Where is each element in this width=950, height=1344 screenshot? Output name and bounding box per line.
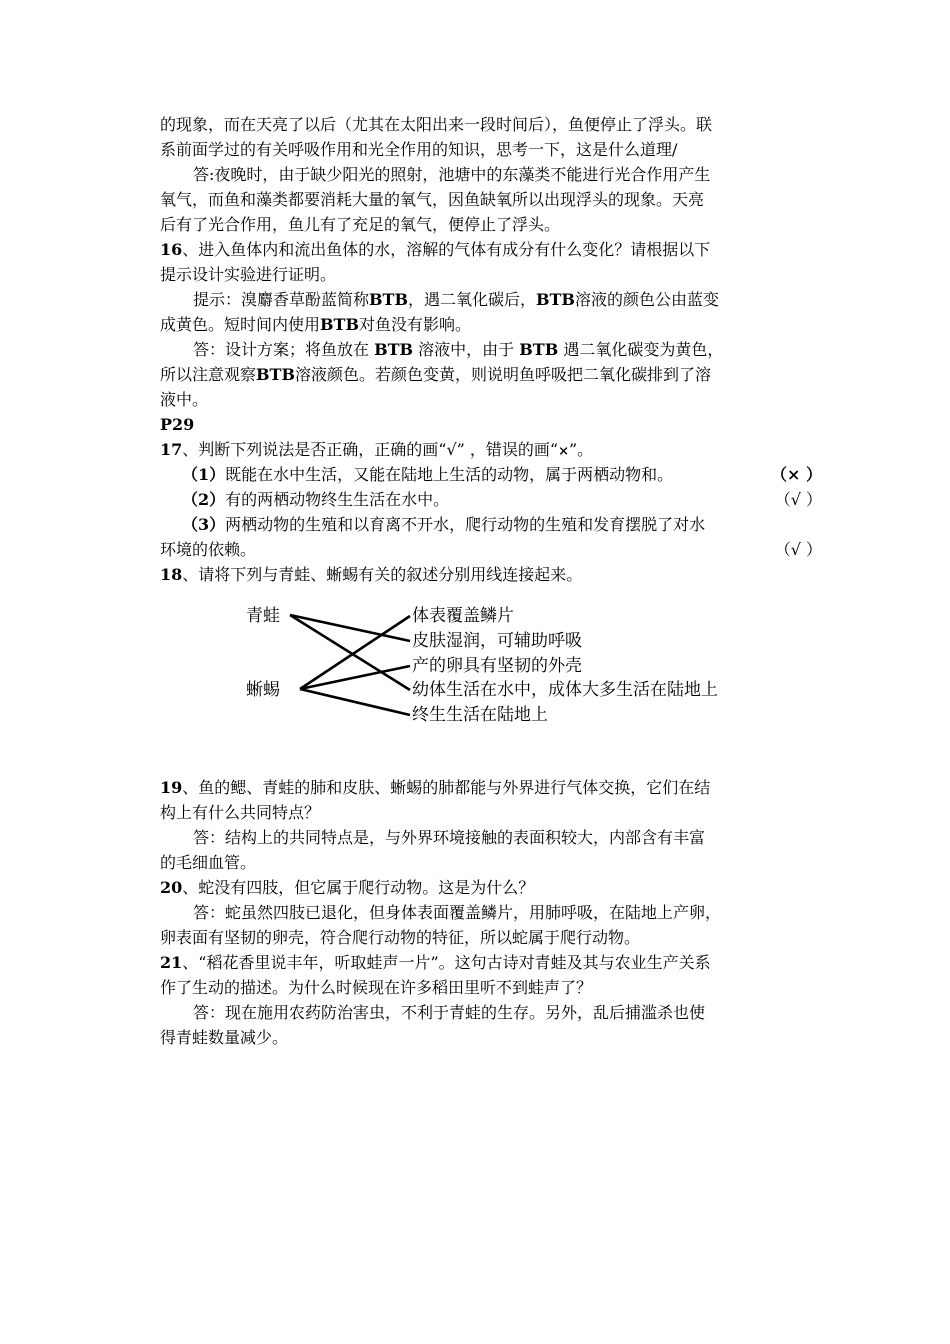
q21-line-1 (160, 950, 822, 975)
q16-hint-2b: 对鱼没有影响。 (358, 315, 471, 334)
q20-number: 20 (160, 878, 183, 897)
q16-hint-1b: ，遇二氧化碳后， (407, 290, 536, 309)
q17-item-3-mark: （√ ） (774, 540, 822, 559)
q16-btb-3: BTB (320, 315, 359, 334)
q17-item-3 (160, 512, 822, 537)
q16-question-line-2: 提示设计实验进行证明。 (160, 265, 337, 284)
q16-question-line-1 (160, 237, 822, 262)
q16-ans-1a: 答：设计方案；将鱼放在 (193, 340, 370, 359)
q16-answer-line-1 (160, 337, 822, 362)
q17-item-2 (160, 487, 822, 512)
q15-answer-line-2: 氧气，而鱼和藻类都要消耗大量的氧气，因鱼缺氧所以出现浮头的现象。天亮 (160, 190, 705, 209)
q17-item-3-num: （3） (182, 515, 226, 534)
q20-line-1 (160, 875, 822, 900)
q15-answer-line-3: 后有了光合作用，鱼儿有了充足的氧气，便停止了浮头。 (160, 215, 561, 234)
q20-text-1: 、蛇没有四肢，但它属于爬行动物。这是为什么？ (182, 878, 535, 897)
q19-answer-2: 的毛细血管。 (160, 853, 257, 872)
q19-number: 19 (160, 778, 183, 797)
q16-btb-4: BTB (374, 340, 414, 359)
q17-item-1-num: （1） (182, 465, 226, 484)
q17-item-1-text: 既能在水中生活，又能在陆地上生活的动物，属于两栖动物和。 (225, 465, 674, 484)
q17-item-2-text: 有的两栖动物终生生活在水中。 (225, 490, 450, 509)
right-label-4: 幼体生活在水中，成体大多生活在陆地上 (412, 680, 718, 700)
q21-text-1: 、“稻花香里说丰年，听取蛙声一片”。这句古诗对青蛙及其与农业生产关系 (182, 953, 711, 972)
right-label-3: 产的卵具有坚韧的外壳 (412, 656, 582, 676)
q15-answer-line-1: 答:夜晚时，由于缺少阳光的照射，池塘中的东藻类不能进行光合作用产生 (193, 165, 711, 184)
q16-hint-line-2 (160, 312, 822, 337)
q16-hint-2a: 成黄色。短时间内使用 (160, 315, 321, 334)
q17-title-text: 、判断下列说法是否正确，正确的画“√” ，错误的画“ (182, 440, 559, 459)
q16-answer-line-3: 液中。 (160, 390, 209, 409)
q16-text-1: 、进入鱼体内和流出鱼体的水，溶解的气体有成分有什么变化？请根据以下 (182, 240, 711, 259)
q17-item-1-mark: （× ） (771, 465, 822, 484)
left-label-lizard: 蜥蜴 (246, 680, 280, 700)
q21-answer-1: 答：现在施用农药防治害虫，不利于青蛙的生存。另外，乱后捕滥杀也使 (193, 1003, 706, 1022)
q17-title (160, 437, 822, 462)
q16-ans-2b: 溶液颜色。若颜色变黄，则说明鱼呼吸把二氧化碳排到了溶 (294, 365, 711, 384)
q15-text-line-2-body: 系前面学过的有关呼吸作用和光全作用的知识，思考一下，这是什么道理/ (160, 140, 678, 159)
q16-hint-1c: 溶液的颜色公由蓝变 (574, 290, 719, 309)
q16-ans-1b: 溶液中，由于 (418, 340, 515, 359)
q17-item-2-num: （2） (182, 490, 226, 509)
q19-line-1 (160, 775, 822, 800)
matching-diagram (160, 605, 822, 765)
q16-number: 16 (160, 240, 183, 259)
q15-text-line-2 (160, 137, 822, 162)
q19-answer-1: 答：结构上的共同特点是，与外界环境接触的表面积较大，内部含有丰富 (193, 828, 706, 847)
q18-title-text: 、请将下列与青蛙、蜥蜴有关的叙述分别用线连接起来。 (182, 565, 583, 584)
q17-title-tail: ”。 (569, 440, 594, 459)
q16-answer-line-2 (160, 362, 822, 387)
q16-hint-1a: 提示：溴麝香草酚蓝简称 (193, 290, 370, 309)
q16-hint-line-1 (160, 287, 822, 312)
q16-btb-6: BTB (256, 365, 295, 384)
right-label-5: 终生生活在陆地上 (412, 705, 548, 725)
q16-ans-1c: 遇二氧化碳变为黄色， (563, 340, 724, 359)
q18-number: 18 (160, 565, 183, 584)
q17-number: 17 (160, 440, 183, 459)
q17-item-3-text2: 环境的依赖。 (160, 540, 257, 559)
q19-text-1: 、鱼的鳃、青蛙的肺和皮肤、蜥蜴的肺都能与外界进行气体交换，它们在结 (182, 778, 711, 797)
left-label-frog: 青蛙 (246, 606, 280, 626)
q17-item-3-cont (160, 537, 822, 562)
q20-answer-2: 卵表面有坚韧的卵壳，符合爬行动物的特征，所以蛇属于爬行动物。 (160, 928, 641, 947)
document-page (160, 112, 822, 1050)
cross-mark-icon: × (558, 444, 569, 459)
q19-line-2: 构上有什么共同特点？ (160, 803, 321, 822)
page-marker: P29 (160, 415, 195, 434)
q15-text-line-1: 的现象，而在天亮了以后（尤其在太阳出来一段时间后），鱼便停止了浮头。联 (160, 115, 713, 134)
q16-ans-2a: 所以注意观察 (160, 365, 257, 384)
q21-line-2: 作了生动的描述。为什么时候现在许多稻田里听不到蛙声了？ (160, 978, 593, 997)
q16-btb-5: BTB (519, 340, 559, 359)
q17-item-3-text: 两栖动物的生殖和以育离不开水，爬行动物的生殖和发育摆脱了对水 (225, 515, 706, 534)
q20-answer-1: 答：蛇虽然四肢已退化，但身体表面覆盖鳞片，用肺呼吸，在陆地上产卵， (193, 903, 722, 922)
q21-answer-2: 得青蛙数量减少。 (160, 1028, 289, 1047)
q17-item-2-mark: （√ ） (774, 490, 822, 509)
q17-item-1 (160, 462, 822, 487)
right-label-2: 皮肤湿润，可辅助呼吸 (412, 631, 582, 651)
connector-line-5 (300, 689, 410, 715)
right-label-1: 体表覆盖鳞片 (412, 606, 514, 626)
q16-btb-1: BTB (369, 290, 408, 309)
q21-number: 21 (160, 953, 183, 972)
q16-btb-2: BTB (535, 290, 575, 309)
q18-title (160, 562, 822, 587)
